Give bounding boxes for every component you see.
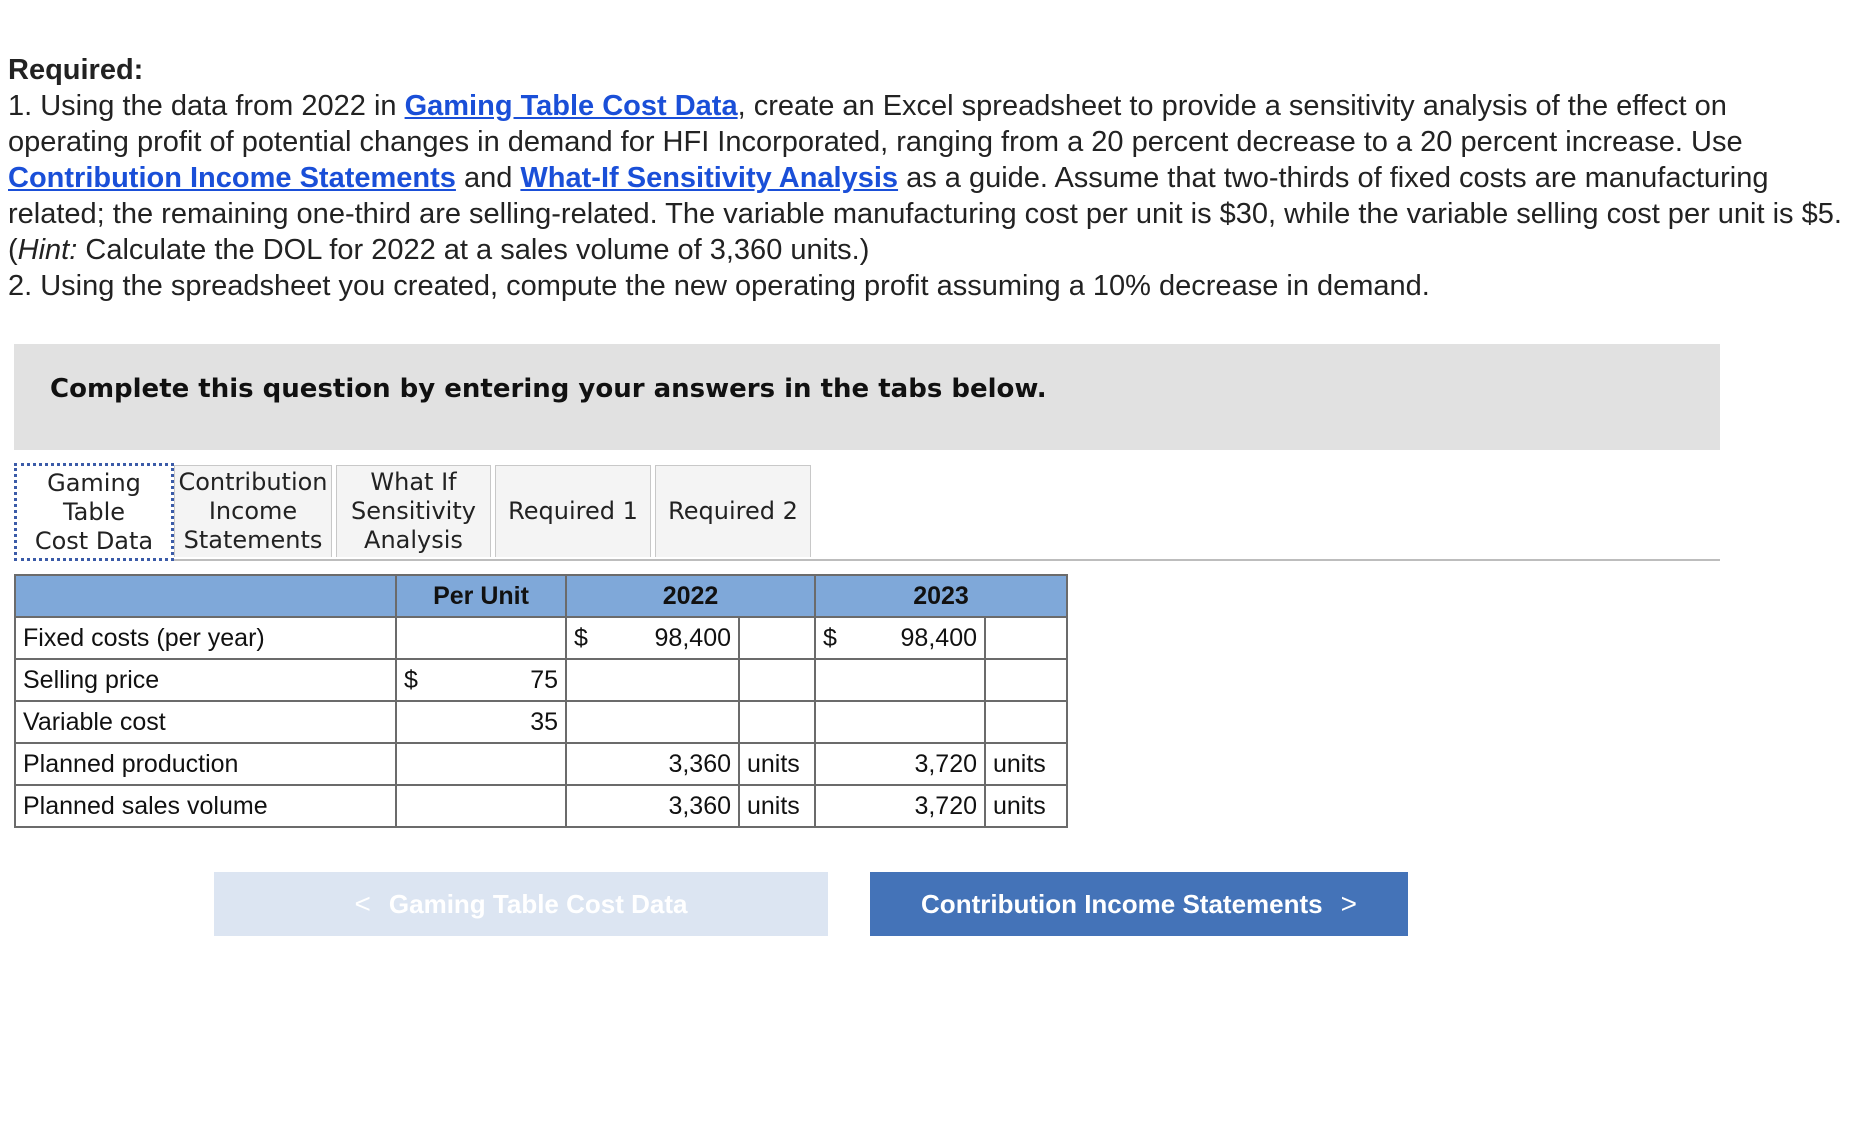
tab-label-line: Statements [183, 526, 323, 554]
table-row [15, 617, 1067, 659]
row-label-value: Planned sales volume [23, 791, 268, 820]
row-label [15, 743, 396, 785]
units-2022-cell [739, 701, 815, 743]
cost-data-table [14, 574, 1068, 828]
per-unit-cell [396, 659, 566, 701]
value-2022-cell-value: 3,360 [668, 791, 731, 820]
tab-label-line: Cost Data [34, 526, 154, 555]
value-2022-cell-value: 98,400 [654, 623, 731, 652]
prev-tab-button[interactable] [214, 872, 828, 936]
req1-text-b: , create an Excel spreadsheet to provide a sensitivity analysis of the effect on operating profit of potential changes in demand for HFI Incorporated, ranging from a 20 percent decrease to a 20 percent increase. Use [8, 90, 1743, 158]
tab-label-line: Contribution [178, 468, 328, 496]
link-what-if-sensitivity-analysis[interactable]: What-If Sensitivity Analysis [520, 162, 899, 194]
currency-symbol: $ [823, 623, 837, 652]
per-unit-cell [396, 743, 566, 785]
value-2022-cell-value: 3,360 [668, 749, 731, 778]
units-2022-cell-value: units [747, 749, 800, 778]
units-2023-cell-value: units [993, 791, 1046, 820]
tab-label-line: Required 2 [668, 497, 798, 525]
units-2022-cell [739, 617, 815, 659]
value-2023-cell-value: 3,720 [914, 791, 977, 820]
units-2022-cell [739, 743, 815, 785]
per-unit-cell [396, 785, 566, 827]
per-unit-cell-value: 75 [530, 665, 558, 694]
instruction-banner [14, 344, 1720, 450]
value-2022-cell [566, 785, 739, 827]
table-row [15, 785, 1067, 827]
tab-bar [14, 463, 1720, 561]
currency-symbol: $ [404, 665, 418, 694]
units-2023-cell [985, 701, 1067, 743]
tab-what-if-sensitivity-analysis[interactable] [336, 465, 491, 557]
table-row [15, 701, 1067, 743]
row-label-value: Variable cost [23, 707, 166, 736]
chevron-left-icon: < [354, 888, 371, 919]
req1-text-d: as a guide. Assume that two-thirds of fixed costs are manufacturing related; the remaining one-third are selling-related. The variable manufacturing cost per unit is $30, while the variable selling cost per unit is $5. ( [8, 162, 1842, 266]
tab-label-line: Analysis [364, 526, 463, 554]
next-tab-button[interactable] [870, 872, 1408, 936]
row-label [15, 785, 396, 827]
per-unit-cell-value: 35 [530, 707, 558, 736]
next-tab-label: Contribution Income Statements [921, 888, 1323, 919]
banner-text: Complete this question by entering your answers in the tabs below. [50, 374, 1047, 404]
link-contribution-income-statements[interactable]: Contribution Income Statements [8, 162, 456, 194]
row-label-value: Fixed costs (per year) [23, 623, 265, 652]
units-2023-cell [985, 617, 1067, 659]
req1-text-c: and [455, 162, 521, 194]
value-2023-cell [815, 785, 985, 827]
value-2023-cell [815, 659, 985, 701]
row-label [15, 617, 396, 659]
req1-text-a: 1. Using the data from 2022 in [8, 90, 405, 122]
header-2022: 2022 [566, 575, 815, 617]
req1-text-e: Calculate the DOL for 2022 at a sales volume of 3,360 units.) [77, 234, 870, 266]
tab-baseline [14, 559, 1720, 561]
tab-label-line: Income [208, 497, 298, 525]
tab-label-line: Gaming Table [47, 468, 141, 526]
value-2023-cell [815, 617, 985, 659]
table-row [15, 659, 1067, 701]
tab-label-line: What If [370, 468, 457, 496]
per-unit-cell [396, 617, 566, 659]
units-2022-cell-value: units [747, 791, 800, 820]
chevron-right-icon: > [1340, 888, 1357, 919]
value-2023-cell-value: 98,400 [900, 623, 977, 652]
units-2023-cell [985, 659, 1067, 701]
tab-gaming-table-cost-data[interactable] [14, 463, 174, 561]
header-per-unit: Per Unit [396, 575, 566, 617]
value-2022-cell [566, 743, 739, 785]
units-2023-cell-value: units [993, 749, 1046, 778]
tab-label-line: Sensitivity [351, 497, 476, 525]
hint-label: Hint: [17, 234, 78, 266]
value-2022-cell [566, 659, 739, 701]
value-2023-cell [815, 743, 985, 785]
units-2022-cell [739, 785, 815, 827]
requirement-2: 2. Using the spreadsheet you created, compute the new operating profit assuming a 10% decrease in demand. [8, 270, 1430, 302]
required-title: Required: [8, 54, 144, 86]
row-label-value: Selling price [23, 665, 160, 694]
header-2023: 2023 [815, 575, 1067, 617]
value-2022-cell [566, 617, 739, 659]
row-label [15, 659, 396, 701]
units-2023-cell [985, 743, 1067, 785]
prev-tab-label: Gaming Table Cost Data [388, 888, 688, 919]
value-2023-cell-value: 3,720 [914, 749, 977, 778]
per-unit-cell [396, 701, 566, 743]
row-label-value: Planned production [23, 749, 239, 778]
value-2023-cell [815, 701, 985, 743]
value-2022-cell [566, 701, 739, 743]
units-2022-cell [739, 659, 815, 701]
tab-contribution-income-statements[interactable] [174, 465, 332, 557]
header-label-blank [15, 575, 396, 617]
tab-label-line: Required 1 [508, 497, 638, 525]
table-row [15, 743, 1067, 785]
link-gaming-table-cost-data[interactable]: Gaming Table Cost Data [404, 90, 738, 122]
tab-required-2[interactable] [655, 465, 811, 557]
row-label [15, 701, 396, 743]
tab-required-1[interactable] [495, 465, 651, 557]
currency-symbol: $ [574, 623, 588, 652]
table-header-row [15, 575, 1067, 617]
requirement-1 [8, 88, 1848, 268]
required-instructions [8, 52, 1848, 304]
units-2023-cell [985, 785, 1067, 827]
